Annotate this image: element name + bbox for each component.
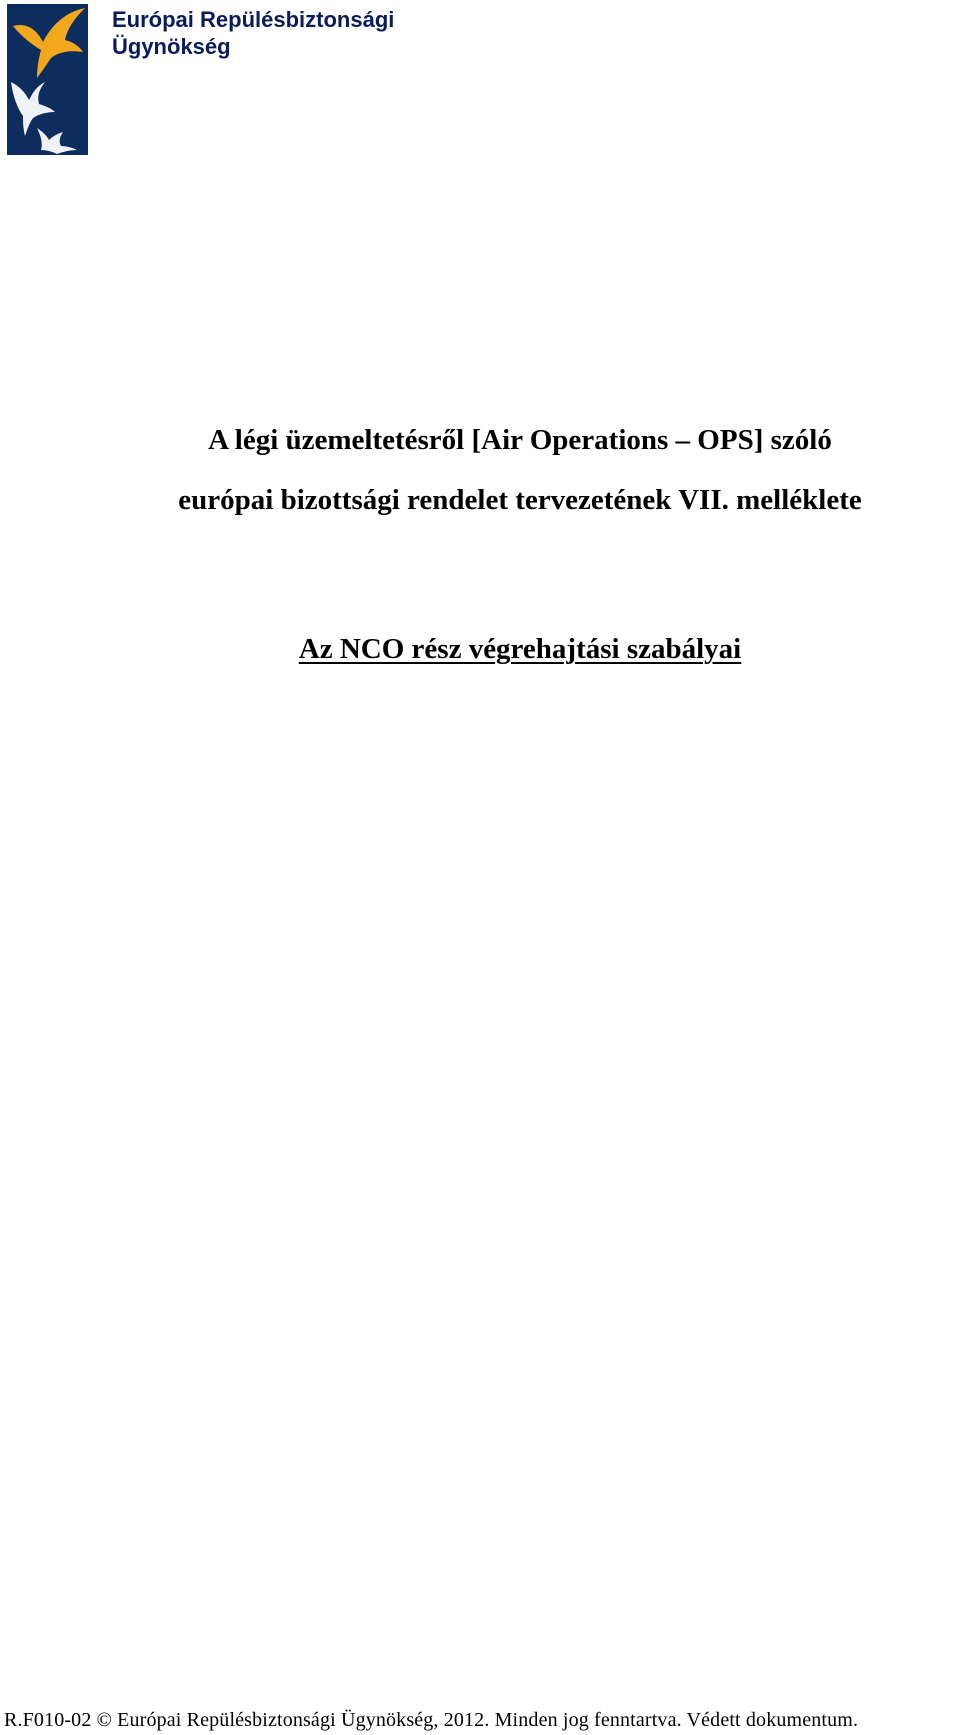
easa-stars-logo-icon (7, 4, 88, 155)
document-title-line1: A légi üzemeltetésről [Air Operations – OPS] szóló (208, 424, 832, 456)
org-name-line1: Európai Repülésbiztonsági (112, 7, 395, 32)
document-subtitle: Az NCO rész végrehajtási szabályai (298, 633, 742, 665)
organization-name (112, 6, 532, 60)
org-name-line2: Ügynökség (112, 34, 231, 59)
document-title-line2: európai bizottsági rendelet tervezetének VII. melléklete (178, 484, 862, 516)
footer-copyright: R.F010-02 © Európai Repülésbiztonsági Ügynökség, 2012. Minden jog fenntartva. Védett dokumentum. (4, 1709, 859, 1731)
easa-logo (7, 4, 88, 155)
